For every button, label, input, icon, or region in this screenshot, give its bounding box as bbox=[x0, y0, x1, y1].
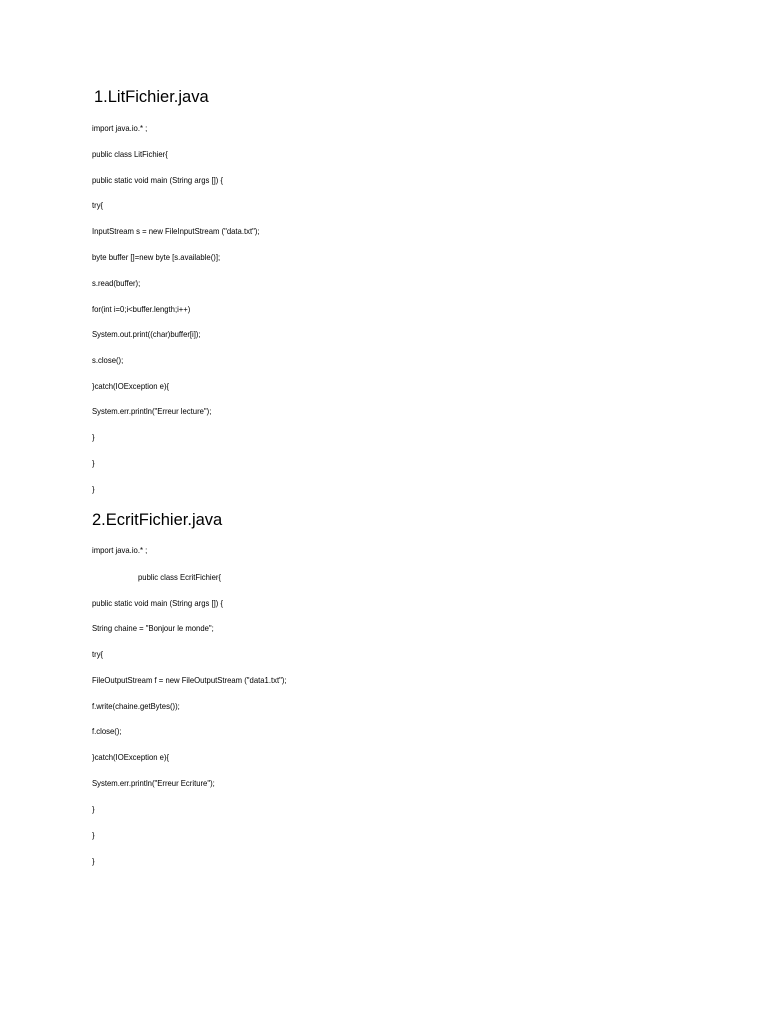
code-line: for(int i=0;i<buffer.length;i++) bbox=[92, 304, 191, 314]
code-line: public class EcritFichier{ bbox=[138, 572, 222, 582]
code-line: s.close(); bbox=[92, 355, 124, 365]
code-line: } bbox=[92, 432, 95, 442]
code-line: InputStream s = new FileInputStream ("data.txt"); bbox=[92, 226, 260, 236]
code-line: } bbox=[92, 484, 95, 494]
code-line: f.close(); bbox=[92, 726, 122, 736]
code-line: FileOutputStream f = new FileOutputStream ("data1.txt"); bbox=[92, 675, 287, 685]
code-line: try{ bbox=[92, 649, 104, 659]
code-line: public static void main (String args []) { bbox=[92, 598, 224, 608]
code-line: f.write(chaine.getBytes()); bbox=[92, 701, 180, 711]
code-line: }catch(IOException e){ bbox=[92, 381, 170, 391]
section-1-heading: 1.LitFichier.java bbox=[94, 88, 209, 106]
code-line: String chaine = "Bonjour le monde"; bbox=[92, 623, 214, 633]
code-line: import java.io.* ; bbox=[92, 123, 148, 133]
code-line: public class LitFichier{ bbox=[92, 149, 168, 159]
code-line: System.err.println("Erreur Ecriture"); bbox=[92, 778, 215, 788]
section-2-heading: 2.EcritFichier.java bbox=[92, 511, 223, 529]
code-line: System.err.println("Erreur lecture"); bbox=[92, 406, 212, 416]
code-line: public static void main (String args []) { bbox=[92, 175, 224, 185]
code-line: } bbox=[92, 856, 95, 866]
code-line: System.out.print((char)buffer[i]); bbox=[92, 329, 201, 339]
code-line: byte buffer []=new byte [s.available()]; bbox=[92, 252, 221, 262]
code-line: } bbox=[92, 458, 95, 468]
code-line: } bbox=[92, 830, 95, 840]
code-line: try{ bbox=[92, 200, 104, 210]
code-line: } bbox=[92, 804, 95, 814]
code-line: s.read(buffer); bbox=[92, 278, 141, 288]
code-line: import java.io.* ; bbox=[92, 545, 148, 555]
code-line: }catch(IOException e){ bbox=[92, 752, 170, 762]
